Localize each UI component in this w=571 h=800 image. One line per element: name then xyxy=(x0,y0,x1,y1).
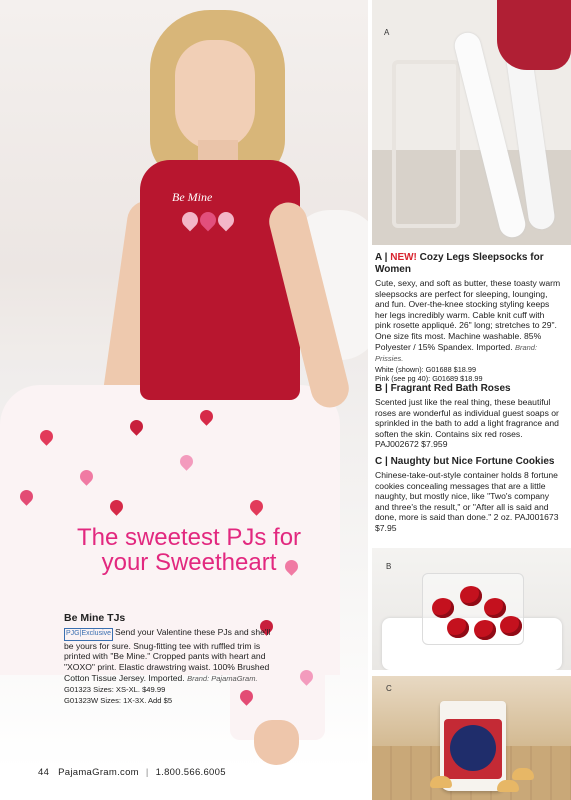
item-a-description xyxy=(375,252,561,384)
product-body xyxy=(64,627,279,685)
carton-label-emblem xyxy=(450,725,496,771)
fortune-cookie xyxy=(497,780,519,792)
page-footer xyxy=(38,767,226,778)
badge-pjg-text: PJG xyxy=(66,629,80,637)
red-tee xyxy=(140,160,300,400)
model-foot xyxy=(254,720,299,765)
carton-label xyxy=(444,719,502,779)
fortune-cookie xyxy=(430,776,452,788)
fortune-cookies-photo xyxy=(372,676,571,800)
photo-label-b: B xyxy=(386,562,392,571)
product-brand: Brand: PajamaGram. xyxy=(187,673,258,683)
product-sku: G01323W Sizes: 1X-3X. Add $5 xyxy=(64,695,173,705)
item-a-copy: Cute, sexy, and soft as butter, these toasty warm sleepsocks are perfect for sleeping, lounging, and fun. Over-the-knee stocking styling keeps her legs incredibly warm. Cable knit cuff with pink rosette appliqué. 26" long; stretches to 29". One size fits most. Machine washable. 85% Polyester / 15% Spandex. Imported. xyxy=(375,278,561,352)
badge-exclusive-text: Exclusive xyxy=(81,629,112,637)
be-mine-shirt-text: Be Mine xyxy=(172,190,213,204)
item-c-description xyxy=(375,456,561,534)
item-a-sku: Pink (see pg 40): G01689 $18.99 xyxy=(375,374,483,384)
rose-soap xyxy=(447,618,469,638)
product-copy: Send your Valentine these PJs and she'll be yours for sure. Snug-fitting tee with ruffled trim is printed with "Be Mine." Cropped pants with heart and "XOXO" print. Elastic drawstring waist. 100% Brushed Cotton Tissue Jersey. Imported. xyxy=(64,626,271,683)
photo-label-a: A xyxy=(384,28,390,37)
item-a-body xyxy=(375,278,561,365)
rose-soap xyxy=(460,586,482,606)
item-a-sku: White (shown): G01688 $18.99 xyxy=(375,364,476,374)
item-a-title xyxy=(375,252,561,276)
site-name: PajamaGram.com xyxy=(58,767,139,778)
rose-soap xyxy=(484,598,506,618)
item-b-body: Scented just like the real thing, these beautiful roses are wonderful as individual guest soaps or sprinkled in the bath to add a light fragrance and soften the skin. Contains six red roses. PAJ002672 $7.959 xyxy=(375,397,559,450)
model-face xyxy=(175,40,255,150)
fortune-cookie xyxy=(512,768,534,780)
item-a-prefix: A | xyxy=(375,252,391,263)
rose-soap xyxy=(432,598,454,618)
item-b-title: B | Fragrant Red Bath Roses xyxy=(375,383,511,394)
rose-soap xyxy=(500,616,522,636)
page-headline: The sweetest PJs for your Sweetheart xyxy=(76,524,302,576)
item-a-name: Cozy Legs Sleepsocks for Women xyxy=(375,252,544,275)
product-sku: G01323 Sizes: XS-XL. $49.99 xyxy=(64,684,166,694)
item-a-brand: Brand: Prissies. xyxy=(375,342,538,364)
footer-divider: | xyxy=(145,767,149,778)
sleepsocks-photo xyxy=(372,0,571,245)
phone-number: 1.800.566.6005 xyxy=(155,767,226,778)
photo-label-c: C xyxy=(386,684,392,693)
chair xyxy=(392,60,460,228)
new-badge: NEW! xyxy=(390,252,417,263)
bath-roses-photo xyxy=(372,548,571,670)
pjg-exclusive-badge: PJG|Exclusive xyxy=(64,628,113,641)
item-c-title: C | Naughty but Nice Fortune Cookies xyxy=(375,456,555,467)
red-skirt xyxy=(497,0,571,70)
takeout-carton xyxy=(440,701,506,791)
item-b-description xyxy=(375,383,561,450)
rose-soap xyxy=(474,620,496,640)
be-mine-description xyxy=(64,613,279,706)
product-title: Be Mine TJs xyxy=(64,612,126,624)
page-number: 44 xyxy=(38,767,50,778)
item-c-body: Chinese-take-out-style container holds 8 fortune cookies concealing messages that are a little naughty, but mostly nice, like "Two's company and three's the result," or "After all is said and done, more is said than done." 2 oz. PAJ001673 $7.95 xyxy=(375,470,559,533)
